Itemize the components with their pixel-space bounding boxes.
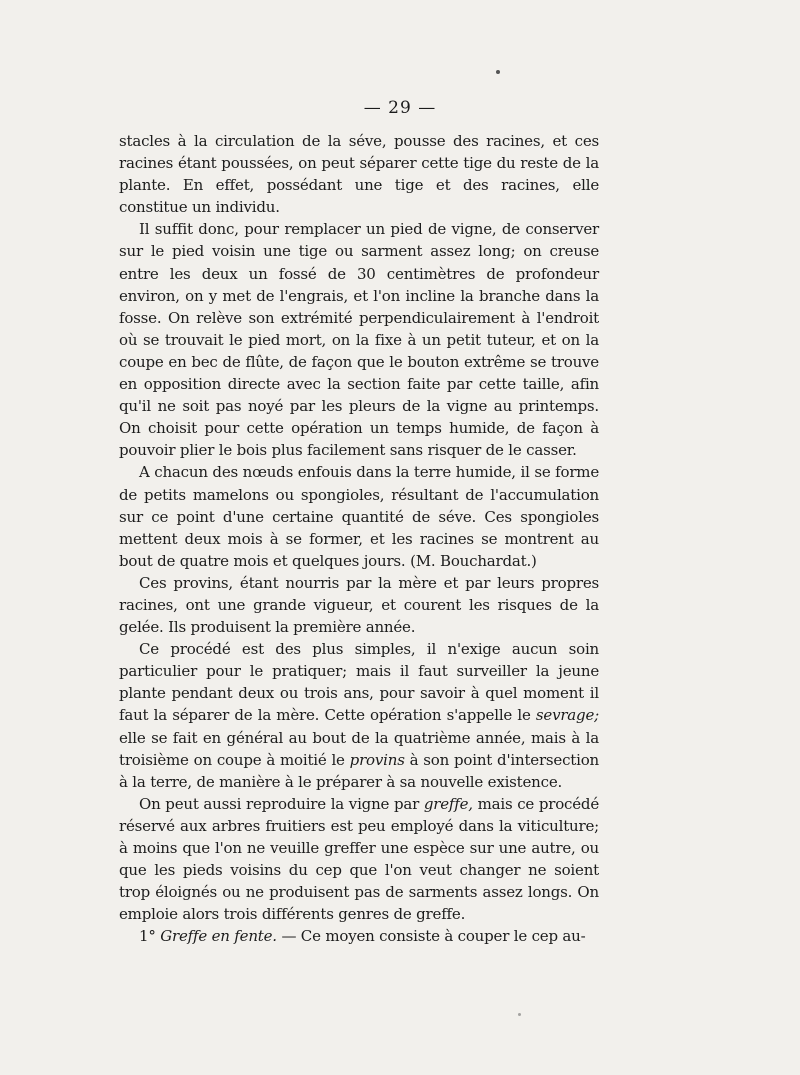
paragraph (119, 793, 599, 926)
paragraph-text: On peut aussi reproduire la vigne par (139, 794, 424, 813)
paragraph-text: elle se fait en général au bout de la quatrième année, mais à la troisième on coupe à moitié le (119, 728, 599, 769)
ink-speck (496, 70, 500, 74)
paragraph-text: Ce procédé est des plus simples, il n'exige aucun soin particulier pour le pratiquer; mais il faut surveiller la jeune plante pendant deux ou trois ans, pour savoir à quel moment il faut la séparer de la mère. Cette opération s'appelle le (119, 640, 599, 725)
ink-speck (518, 1013, 521, 1016)
paragraph-text: — Ce moyen consiste à couper le cep au- (276, 927, 586, 946)
paragraph: Il suffit donc, pour remplacer un pied de vigne, de conserver sur le pied voisin une tige ou sarment assez long; on creuse entre les deux un fossé de 30 centimètres de profondeur environ, on y met de l'engrais, et l'on incline la branche dans la fosse. On relève son extrémité perpendiculairement à l'endroit où se trouvait le pied mort, on la fixe à un petit tuteur, et on la coupe en bec de flûte, de façon que le bouton extrême se trouve en opposition directe avec la section faite par cette taille, afin qu'il ne soit pas noyé par les pleurs de la vigne au printemps. On choisit pour cette opération un temps humide, de façon à pouvoir plier le bois plus facilement sans risquer de le casser. (119, 220, 599, 460)
paragraph: Ces provins, étant nourris par la mère et par leurs propres racines, ont une grande vigueur, et courent les risques de la gelée. Ils produisent la première année. (119, 573, 599, 637)
paragraph: stacles à la circulation de la séve, pousse des racines, et ces racines étant poussées, on peut séparer cette tige du reste de la plante. En effet, possédant une tige et des racines, elle constitue un individu. (119, 132, 599, 217)
body-text (119, 130, 599, 947)
italic-term: sevrage; (535, 706, 599, 725)
italic-term: greffe, (423, 794, 473, 813)
paragraph (119, 638, 599, 793)
paragraph-text: mais ce procédé réservé aux arbres fruitiers est peu employé dans la viticulture; à moins que l'on ne veuille greffer une espèce sur une autre, ou que les pieds voisins du cep que l'on veut changer ne soient trop éloignés ou ne produisent pas de sarments assez longs. On emploie alors trois différents genres de greffe. (119, 794, 599, 924)
paragraph-text: 1° (139, 927, 161, 946)
italic-term: provins (349, 750, 405, 769)
paragraph (119, 925, 599, 947)
page-number: — 29 — (363, 98, 437, 118)
italic-heading: Greffe en fente. (160, 927, 277, 946)
paragraph: A chacun des nœuds enfouis dans la terre humide, il se forme de petits mamelons ou spongioles, résultant de l'accumulation sur ce point d'une certaine quantité de séve. Ces spongioles mettent deux mois à se former, et les racines se montrent au bout de quatre mois et quelques jours. (M. Bouchardat.) (119, 463, 599, 570)
paragraph-text: à son point d'intersection à la terre, de manière à le préparer à sa nouvelle existence. (119, 750, 600, 791)
